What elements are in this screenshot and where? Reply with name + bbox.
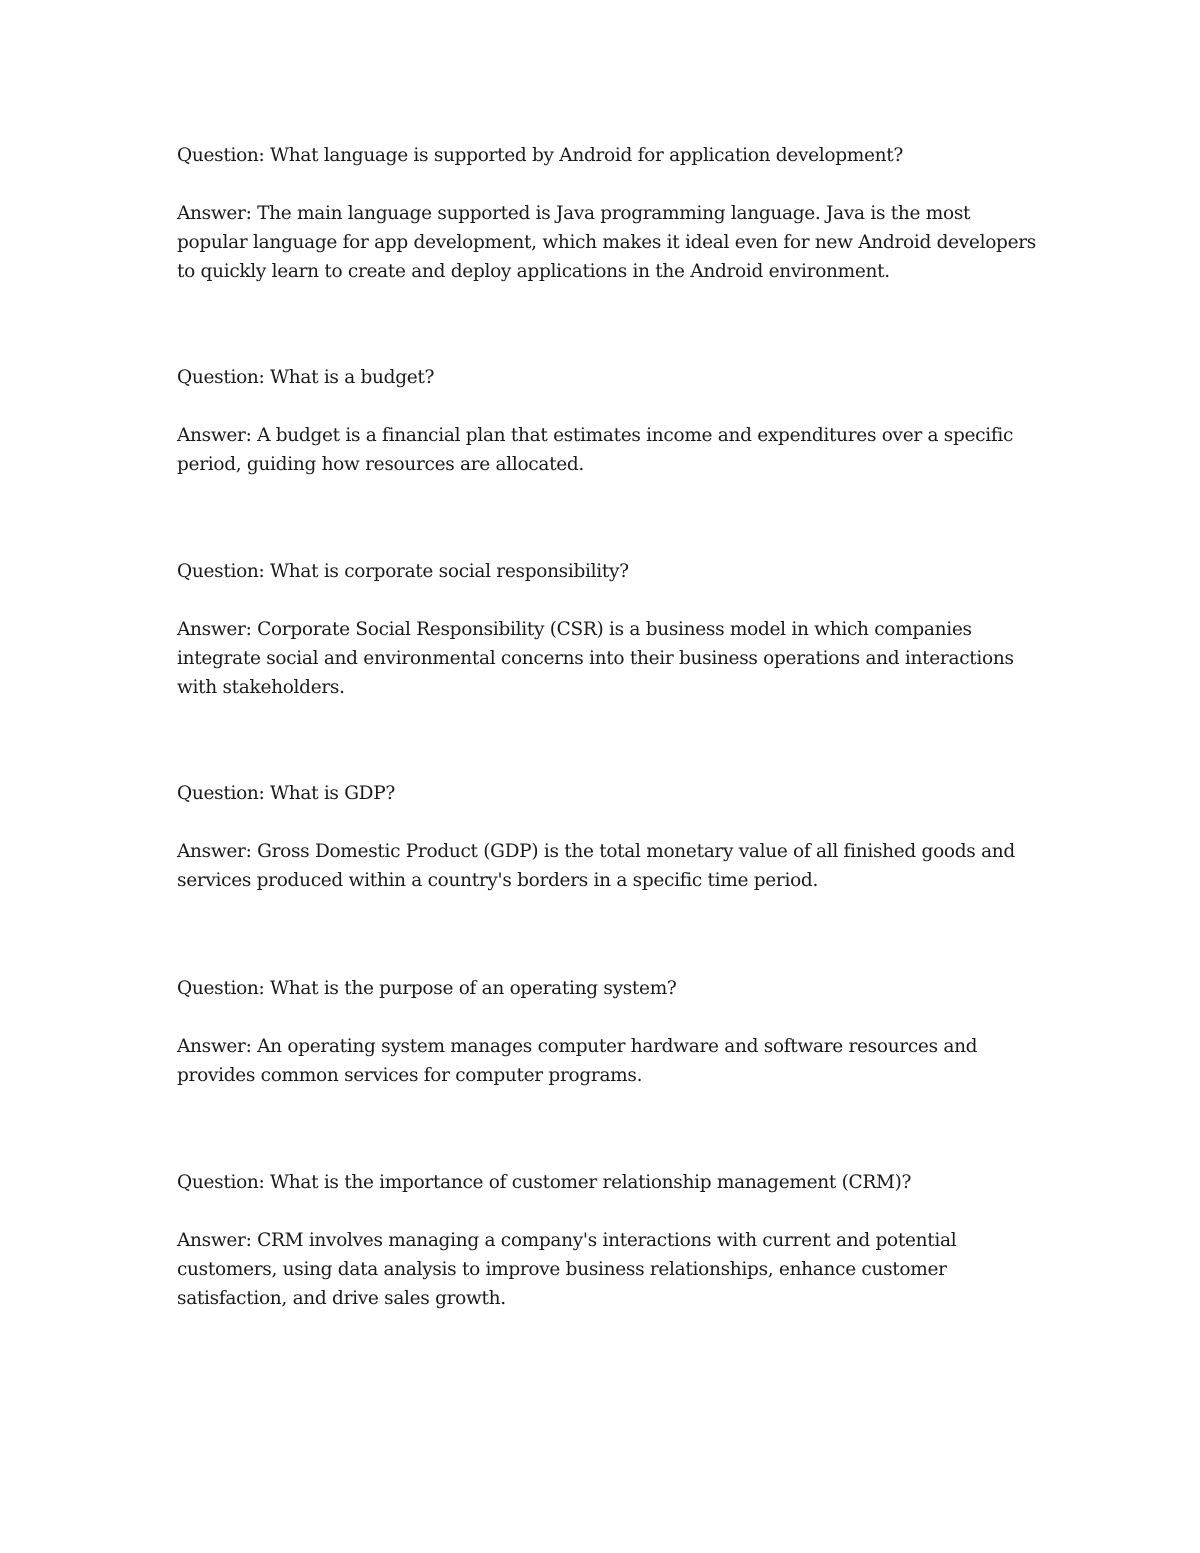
qa-block [177, 141, 1037, 286]
answer-text: Answer: A budget is a financial plan that estimates income and expenditures over a specific period, guiding how resources are allocated. [177, 425, 1014, 475]
question-text: Question: What language is supported by Android for application development? [177, 145, 903, 166]
answer-text: Answer: Corporate Social Responsibility (CSR) is a business model in which companies integrate social and environmental concerns into their business operations and interactions with stakeholders. [177, 619, 1014, 698]
question-text: Question: What is the importance of customer relationship management (CRM)? [177, 1172, 912, 1193]
qa-block [177, 1168, 1037, 1313]
answer-text: Answer: Gross Domestic Product (GDP) is the total monetary value of all finished goods and services produced within a country's borders in a specific time period. [177, 841, 1015, 891]
question-text: Question: What is GDP? [177, 783, 395, 804]
answer-text: Answer: An operating system manages computer hardware and software resources and provides common services for computer programs. [177, 1036, 978, 1086]
question-text: Question: What is the purpose of an operating system? [177, 978, 677, 999]
qa-block [177, 779, 1037, 895]
question-text: Question: What is a budget? [177, 367, 435, 388]
answer-text: Answer: CRM involves managing a company's interactions with current and potential customers, using data analysis to improve business relationships, enhance customer satisfaction, and drive sales growth. [177, 1230, 957, 1309]
qa-block [177, 363, 1037, 479]
question-text: Question: What is corporate social responsibility? [177, 561, 629, 582]
qa-block [177, 974, 1037, 1090]
answer-text: Answer: The main language supported is Java programming language. Java is the most popular language for app development, which makes it ideal even for new Android developers to quickly learn to create and deploy applications in the Android environment. [177, 203, 1036, 282]
qa-block [177, 557, 1037, 702]
